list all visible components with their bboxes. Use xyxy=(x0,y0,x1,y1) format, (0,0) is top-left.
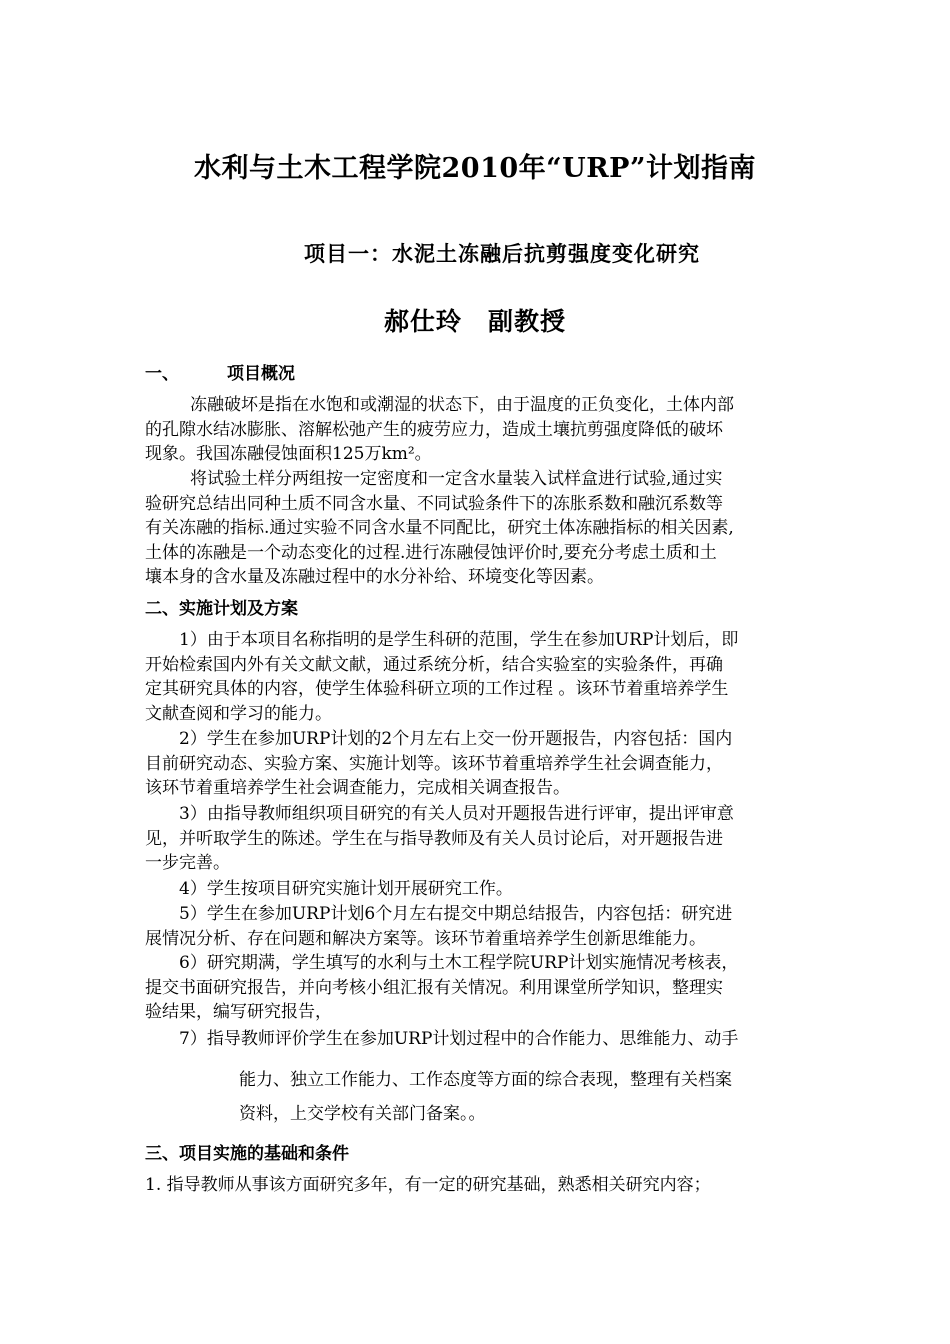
text-line: 的孔隙水结冰膨胀、溶解松弛产生的疲劳应力，造成土壤抗剪强度降低的破坏 xyxy=(145,419,723,440)
project-subtitle: 项目一：水泥土冻融后抗剪强度变化研究 xyxy=(304,241,700,266)
author-line xyxy=(0,302,950,338)
text-line: 4）学生按项目研究实施计划开展研究工作。 xyxy=(179,879,513,899)
section2-item-7-line-2: 能力、独立工作能力、工作态度等方面的综合表现，整理有关档案 xyxy=(239,1070,732,1090)
text-line: 冻融破坏是指在水饱和或潮湿的状态下，由于温度的正负变化，土体内部 xyxy=(190,395,734,415)
author-name: 郝仕玲 xyxy=(383,307,462,336)
section1-heading xyxy=(145,359,295,384)
section2-item-6 xyxy=(145,951,810,1025)
section2-item-7-line-3: 资料，上交学校有关部门备案。。 xyxy=(239,1104,486,1124)
text-line: 一步完善。 xyxy=(145,853,230,873)
author-title: 副教授 xyxy=(488,307,567,336)
section2-item-3 xyxy=(145,802,810,876)
section2-heading: 二、实施计划及方案 xyxy=(145,599,298,619)
text-line: 1）由于本项目名称指明的是学生科研的范围，学生在参加URP计划后，即 xyxy=(179,630,739,650)
text-line: 土体的冻融是一个动态变化的过程.进行冻融侵蚀评价时,要充分考虑土质和土 xyxy=(145,542,717,563)
section1-paragraph-2 xyxy=(145,467,810,590)
document-title: 水利与土木工程学院2010年“URP”计划指南 xyxy=(194,153,756,184)
text-line: 验研究总结出同种土质不同含水量、不同试验条件下的冻胀系数和融沉系数等 xyxy=(145,493,723,514)
text-line: 有关冻融的指标.通过实验不同含水量不同配比，研究土体冻融指标的相关因素, xyxy=(145,518,734,538)
section2-item-7-line-1: 7）指导教师评价学生在参加URP计划过程中的合作能力、思维能力、动手 xyxy=(179,1029,739,1049)
text-line: 5）学生在参加URP计划6个月左右提交中期总结报告，内容包括：研究进 xyxy=(179,904,733,924)
text-line: 壤本身的含水量及冻融过程中的水分补给、环境变化等因素。 xyxy=(145,567,604,587)
section1-paragraph-1 xyxy=(145,393,810,467)
text-line: 展情况分析、存在问题和解决方案等。该环节着重培养学生创新思维能力。 xyxy=(145,928,706,949)
text-line: 开始检索国内外有关文献文献，通过系统分析，结合实验室的实验条件，再确 xyxy=(145,654,723,675)
text-line: 将试验土样分两组按一定密度和一定含水量装入试样盒进行试验,通过实 xyxy=(190,469,723,489)
text-line: 3）由指导教师组织项目研究的有关人员对开题报告进行评审，提出评审意 xyxy=(179,804,734,824)
section2-item-2 xyxy=(145,727,810,801)
text-line: 提交书面研究报告，并向考核小组汇报有关情况。利用课堂所学知识，整理实 xyxy=(145,977,723,998)
text-line: 文献查阅和学习的能力。 xyxy=(145,703,332,724)
section3-item-1: 1. 指导教师从事该方面研究多年，有一定的研究基础，熟悉相关研究内容； xyxy=(145,1175,711,1195)
section1-number: 一、 xyxy=(145,364,179,384)
text-line: 2）学生在参加URP计划的2个月左右上交一份开题报告，内容包括：国内 xyxy=(179,729,733,749)
text-line: 现象。我国冻融侵蚀面积125万km²。 xyxy=(145,444,432,464)
section2-item-1 xyxy=(145,628,810,726)
section3-heading: 三、项目实施的基础和条件 xyxy=(145,1144,349,1164)
section1-title: 项目概况 xyxy=(227,364,295,384)
text-line: 定其研究具体的内容，使学生体验科研立项的工作过程 。该环节着重培养学生 xyxy=(145,679,729,699)
text-line: 见，并听取学生的陈述。学生在与指导教师及有关人员讨论后，对开题报告进 xyxy=(145,828,723,849)
text-line: 6）研究期满，学生填写的水利与土木工程学院URP计划实施情况考核表， xyxy=(179,953,739,973)
section2-item-4 xyxy=(145,877,810,902)
text-line: 验结果，编写研究报告， xyxy=(145,1002,332,1022)
section2-item-5 xyxy=(145,902,810,951)
text-line: 该环节着重培养学生社会调查能力，完成相关调查报告。 xyxy=(145,778,570,798)
text-line: 目前研究动态、实验方案、实施计划等。该环节着重培养学生社会调查能力， xyxy=(145,753,723,774)
